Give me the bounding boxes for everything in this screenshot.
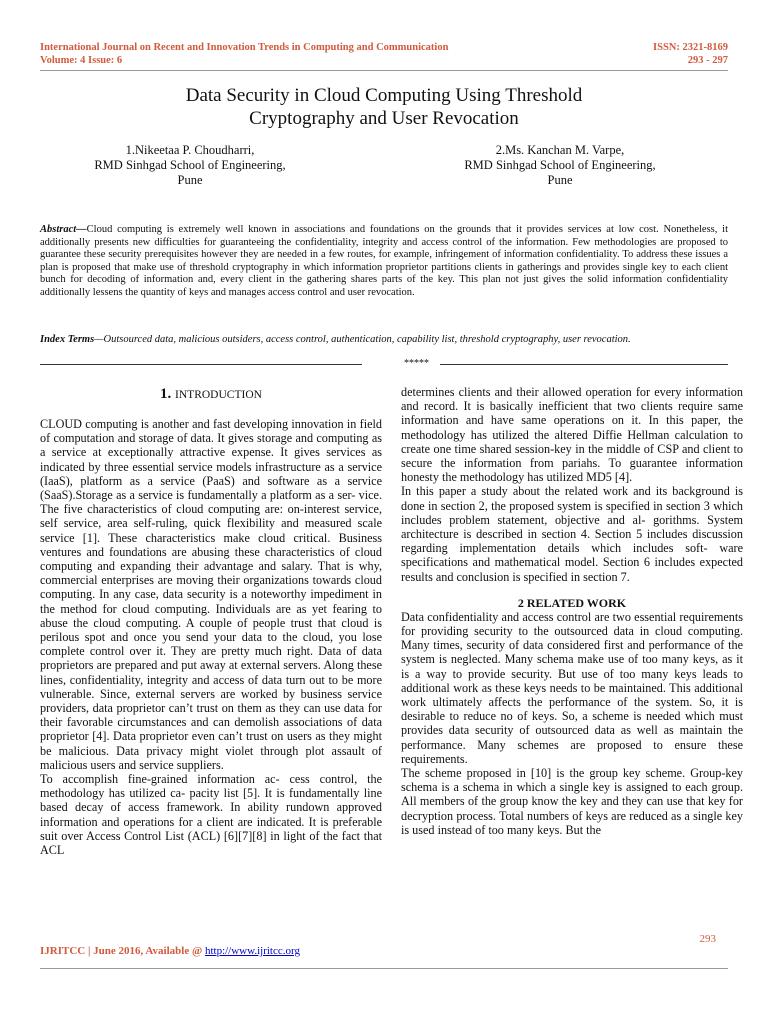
intro-paragraph-1: CLOUD computing is another and fast developing innovation in field of computation and storage of data. It gives storage and computing as a service at exceptionally attractive expense. It gives services as indicated by three essential service models infrastructure as a service (IaaS), platform as a service (PaaS) and software as a service (SaaS).Storage as a service is fundamentally a platform as a ser- vice. The five characteristics of cloud computing are: on-interest service, self service, area self-ruling, quick flexibility and measured scale service [1]. These characteristics make cloud critical. Business ventures and foundations are abusing these characteristics of cloud computing and expanding their advantage and salary. That is why, commercial enterprises are moving their organizations towards cloud computing. In any case, data security is a noteworthy impediment in the method for cloud computing. Individuals are as yet fearing to abuse the cloud computing. A couple of people trust that cloud is perilous spot and once you send your data to the cloud, you lose complete control over it. They are pretty much right. Data of data proprietors are prepared and put away at external servers. Along these lines, confidentiality, integrity and access of data turn out to be more vulnerable. Since, external servers are worked by business service providers, data proprietor can’t trust on them as they can use data for their favorable circumstances and can demolish associations of data proprietor [4]. Data proprietor even can’t trust on users as they might be malicious. Data privacy might violet through plot assault of malicious users and service suppliers. — [40, 417, 382, 772]
abstract-label: Abstract— — [40, 224, 87, 235]
left-column — [40, 385, 382, 857]
page-range: 293 - 297 — [687, 55, 728, 66]
journal-header — [40, 41, 448, 67]
section-1-number: 1. — [160, 386, 172, 402]
issn: ISSN: 2321-8169 — [653, 42, 728, 53]
separator-line-right — [440, 364, 728, 365]
author-2-name: 2.Ms. Kanchan M. Varpe, — [495, 143, 625, 157]
author-2-affiliation: RMD Sinhgad School of Engineering, — [464, 158, 656, 172]
index-terms — [40, 333, 728, 346]
intro-paragraph-4: In this paper a study about the related work and its background is done in section 2, the proposed system is specified in section 3 which includes problem statement, objective and al- gorithms. System architecture is described in section 4. Section 5 includes discussion regarding implementation details which includes soft- ware specifications and mathematical model. Section 6 includes expected results and conclusion is specified in section 7. — [401, 484, 743, 584]
footer-rule — [40, 968, 728, 969]
intro-paragraph-3: determines clients and their allowed operation for every information and record. It is basically inefficient that two clients require same information and have same operations on it. In this paper, the methodology has utilized the altered Diffie Hellman calculation to create one time shared session-key in the middle of CSP and client to secure the information from pariahs. To guarantee information honesty the methodology has utilized MD5 [4]. — [401, 385, 743, 485]
author-1-name: 1.Nikeetaa P. Choudharri, — [125, 143, 255, 157]
intro-paragraph-2: To accomplish fine-grained information ac- cess control, the methodology has utilized ca- pacity list [5]. It is fundamentally line based decay of access framework. In ability rundown approved information and operations for a client are indicated. It is preferable suit over Access Control List (ACL) [6][7][8] in light of the fact that ACL — [40, 772, 382, 858]
journal-volume: Volume: 4 Issue: 6 — [40, 55, 123, 66]
paper-title — [0, 84, 768, 130]
footer-text: IJRITCC | June 2016, Available @ — [40, 945, 205, 957]
index-terms-text: —Outsourced data, malicious outsiders, access control, authentication, capability list, threshold cryptography, user revocation. — [94, 334, 631, 345]
index-terms-label: Index Terms — [40, 334, 95, 345]
journal-name: International Journal on Recent and Innovation Trends in Computing and Communication — [40, 42, 449, 53]
abstract-text: Cloud computing is extremely well known in associations and foundations on the grounds that it provides services at low cost. Nonetheless, it additionally presents new difficulties for guaranteeing the confidentiality, integrity and access control of the information. Few methodologies are proposed to guarantee these security prerequisites however they are needed in a few routes, for example, infringement of information confidentiality. To address these issues a plan is proposed that make use of threshold cryptography in which information proprietor partitions clients in gatherings and provides single key to each client bunch for decoding of information and, every client in the gathering shares parts of the key. This plan not just gives the solid information confidentiality additionally lessens the quantity of keys and manages access control and user revocation. — [40, 224, 728, 298]
abstract — [40, 224, 728, 299]
author-2-city: Pune — [547, 173, 573, 187]
section-separator — [40, 358, 728, 370]
section-2-heading: 2 RELATED WORK — [517, 595, 627, 610]
page-number: 293 — [699, 933, 716, 945]
footer-link[interactable]: http://www.ijritcc.org — [204, 945, 300, 957]
separator-line-left — [40, 364, 362, 365]
section-1-heading — [40, 385, 382, 404]
author-2 — [445, 143, 675, 188]
author-1-city: Pune — [177, 173, 203, 187]
author-1-affiliation: RMD Sinhgad School of Engineering, — [94, 158, 286, 172]
related-work-paragraph-2: The scheme proposed in [10] is the group key scheme. Group-key schema is a schema in which a single key is assigned to each group. All members of the group know the key and they can use that key for decryption process. Total numbers of keys are reduced as a single key is used instead of too many keys. But the — [401, 766, 743, 837]
author-1 — [80, 143, 300, 188]
header-rule — [40, 70, 728, 71]
title-line-1: Data Security in Cloud Computing Using Threshold — [185, 85, 583, 106]
right-column — [401, 385, 743, 837]
related-work-paragraph-1: Data confidentiality and access control are two essential requirements for providing security to the outsourced data in cloud computing. Many times, security of data considered first and performance of the system is neglected. Many schema make use of too many keys, as it is a way to provide security. But use of too many keys leads to additional work as these keys needs to be maintained. This additional work ultimately affects the performance of the system. So, it is desirable to reduce no of keys. So, a scheme is needed which must provides data security of outsourced data as well as maintain the performance. Many schemes are proposed to ensure these requirements. — [401, 609, 743, 766]
separator-stars: ***** — [404, 358, 429, 369]
section-1-title: INTRODUCTION — [175, 389, 262, 401]
title-line-2: Cryptography and User Revocation — [249, 108, 519, 129]
issn-header — [653, 41, 728, 67]
footer — [40, 945, 300, 958]
